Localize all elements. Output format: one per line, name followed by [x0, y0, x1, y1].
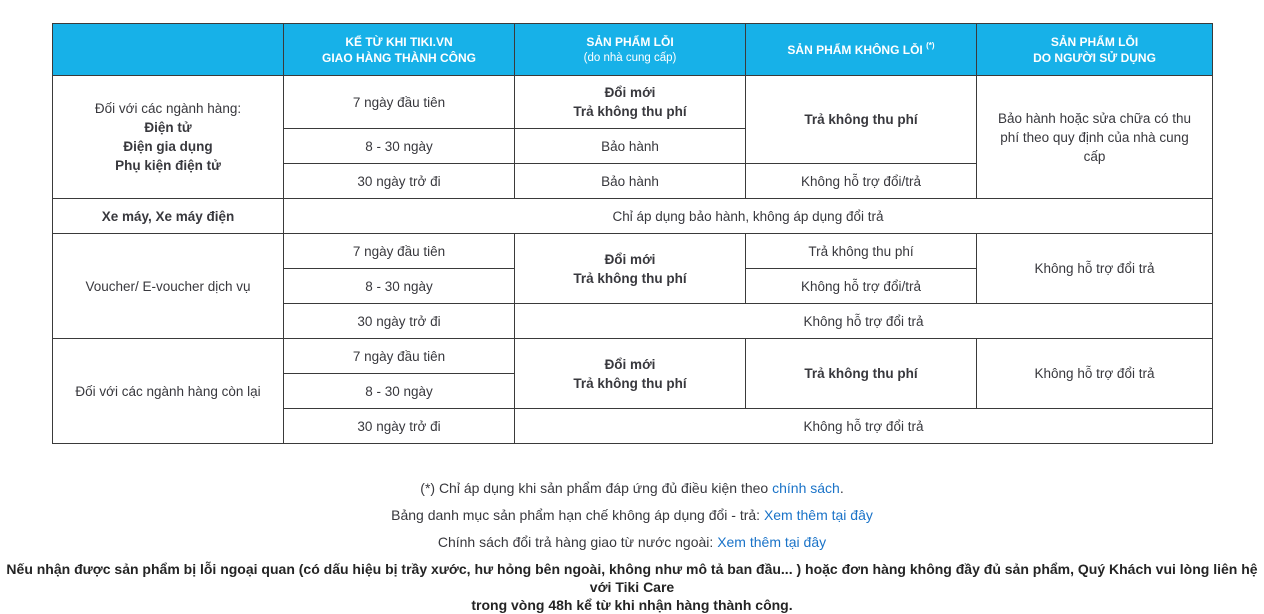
header-delivery-period-line2: GIAO HÀNG THÀNH CÔNG	[322, 50, 476, 65]
category-intro: Đối với các ngành hàng:	[94, 101, 242, 116]
period-cell: 8 - 30 ngày	[284, 374, 515, 409]
table-row	[53, 199, 1213, 234]
supplier-defect-cell	[515, 234, 746, 304]
supplier-defect-cell	[515, 339, 746, 409]
header-non-defect-footnote: (*)	[926, 40, 935, 50]
non-defect-text: Trả không thu phí	[804, 112, 918, 127]
table-row	[53, 339, 1213, 374]
header-non-defect-label: SẢN PHẨM KHÔNG LỖI	[787, 42, 923, 57]
supplier-defect-cell	[515, 76, 746, 129]
non-defect-cell	[746, 76, 977, 164]
note-restricted-list	[0, 506, 1264, 533]
header-category	[53, 24, 284, 76]
period-cell: 7 ngày đầu tiên	[284, 339, 515, 374]
note-conditions	[0, 479, 1264, 506]
period-cell: 8 - 30 ngày	[284, 129, 515, 164]
non-defect-cell: Không hỗ trợ đổi/trả	[746, 164, 977, 199]
note-contact-line2: trong vòng 48h kể từ khi nhận hàng thành công.	[471, 597, 793, 613]
category-item: Điện gia dụng	[123, 139, 213, 154]
return-policy-table	[52, 23, 1213, 444]
note-contact-line1: Nếu nhận được sản phẩm bị lỗi ngoại quan (có dấu hiệu bị trầy xước, hư hỏng bên ngoài, không như mô tả ban đầu... ) hoặc đơn hàng không đầy đủ sản phẩm, Quý Khách vui lòng liên hệ với Tiki Care	[6, 561, 1258, 595]
header-user-defect-line2: DO NGƯỜI SỬ DỤNG	[1033, 50, 1156, 65]
note-conditions-text: (*) Chỉ áp dụng khi sản phẩm đáp ứng đủ điều kiện theo	[420, 480, 773, 496]
after-30-days-cell: Không hỗ trợ đổi trả	[515, 304, 1213, 339]
user-defect-cell: Không hỗ trợ đổi trả	[977, 339, 1213, 409]
supplier-defect-line1: Đổi mới	[604, 251, 656, 267]
period-cell: 7 ngày đầu tiên	[284, 76, 515, 129]
category-electronics	[53, 76, 284, 199]
table-header-row	[53, 24, 1213, 76]
category-item: Điện tử	[144, 120, 192, 135]
note-overseas-text: Chính sách đổi trả hàng giao từ nước ngoài:	[437, 534, 718, 550]
non-defect-cell: Trả không thu phí	[746, 234, 977, 269]
policy-notes	[0, 479, 1264, 614]
period-cell: 30 ngày trở đi	[284, 409, 515, 444]
user-defect-cell: Không hỗ trợ đổi trả	[977, 234, 1213, 304]
category-item: Phụ kiện điện tử	[115, 158, 221, 173]
supplier-defect-line2: Trả không thu phí	[573, 104, 687, 119]
supplier-defect-line2: Trả không thu phí	[573, 375, 687, 391]
restricted-list-link[interactable]: Xem thêm tại đây	[763, 507, 873, 523]
period-cell: 8 - 30 ngày	[284, 269, 515, 304]
supplier-defect-cell: Bảo hành	[515, 164, 746, 199]
header-user-defect	[977, 24, 1213, 76]
header-supplier-defect-line1: SẢN PHẨM LỖI	[586, 34, 674, 49]
overseas-policy-link[interactable]: Xem thêm tại đây	[717, 534, 827, 550]
non-defect-text: Trả không thu phí	[804, 366, 918, 381]
user-defect-cell: Bảo hành hoặc sửa chữa có thu phí theo quy định của nhà cung cấp	[977, 76, 1213, 199]
category-motorbike	[53, 199, 284, 234]
header-non-defect	[746, 24, 977, 76]
header-delivery-period	[284, 24, 515, 76]
category-other: Đối với các ngành hàng còn lại	[53, 339, 284, 444]
period-cell: 30 ngày trở đi	[284, 304, 515, 339]
header-delivery-period-line1: KỂ TỪ KHI TIKI.VN	[345, 34, 453, 49]
non-defect-cell	[746, 339, 977, 409]
after-30-days-cell: Không hỗ trợ đổi trả	[515, 409, 1213, 444]
period-cell: 7 ngày đầu tiên	[284, 234, 515, 269]
note-overseas	[0, 533, 1264, 560]
non-defect-cell: Không hỗ trợ đổi/trả	[746, 269, 977, 304]
supplier-defect-line2: Trả không thu phí	[573, 270, 687, 286]
motorbike-policy-cell: Chỉ áp dụng bảo hành, không áp dụng đổi trả	[284, 199, 1213, 234]
table-row	[53, 234, 1213, 269]
header-user-defect-line1: SẢN PHẨM LỖI	[1050, 34, 1139, 49]
supplier-defect-cell: Bảo hành	[515, 129, 746, 164]
supplier-defect-line1: Đổi mới	[604, 85, 656, 100]
table-row	[53, 76, 1213, 129]
policy-link[interactable]: chính sách	[772, 480, 840, 496]
header-supplier-defect-line2: (do nhà cung cấp)	[583, 51, 677, 64]
period-cell: 30 ngày trở đi	[284, 164, 515, 199]
note-contact	[0, 560, 1264, 614]
note-conditions-end: .	[839, 480, 844, 496]
supplier-defect-line1: Đổi mới	[604, 356, 656, 372]
category-motorbike-label: Xe máy, Xe máy điện	[101, 208, 235, 224]
note-restricted-text: Bảng danh mục sản phẩm hạn chế không áp dụng đổi - trả:	[391, 507, 764, 523]
category-voucher: Voucher/ E-voucher dịch vụ	[53, 234, 284, 339]
header-supplier-defect	[515, 24, 746, 76]
